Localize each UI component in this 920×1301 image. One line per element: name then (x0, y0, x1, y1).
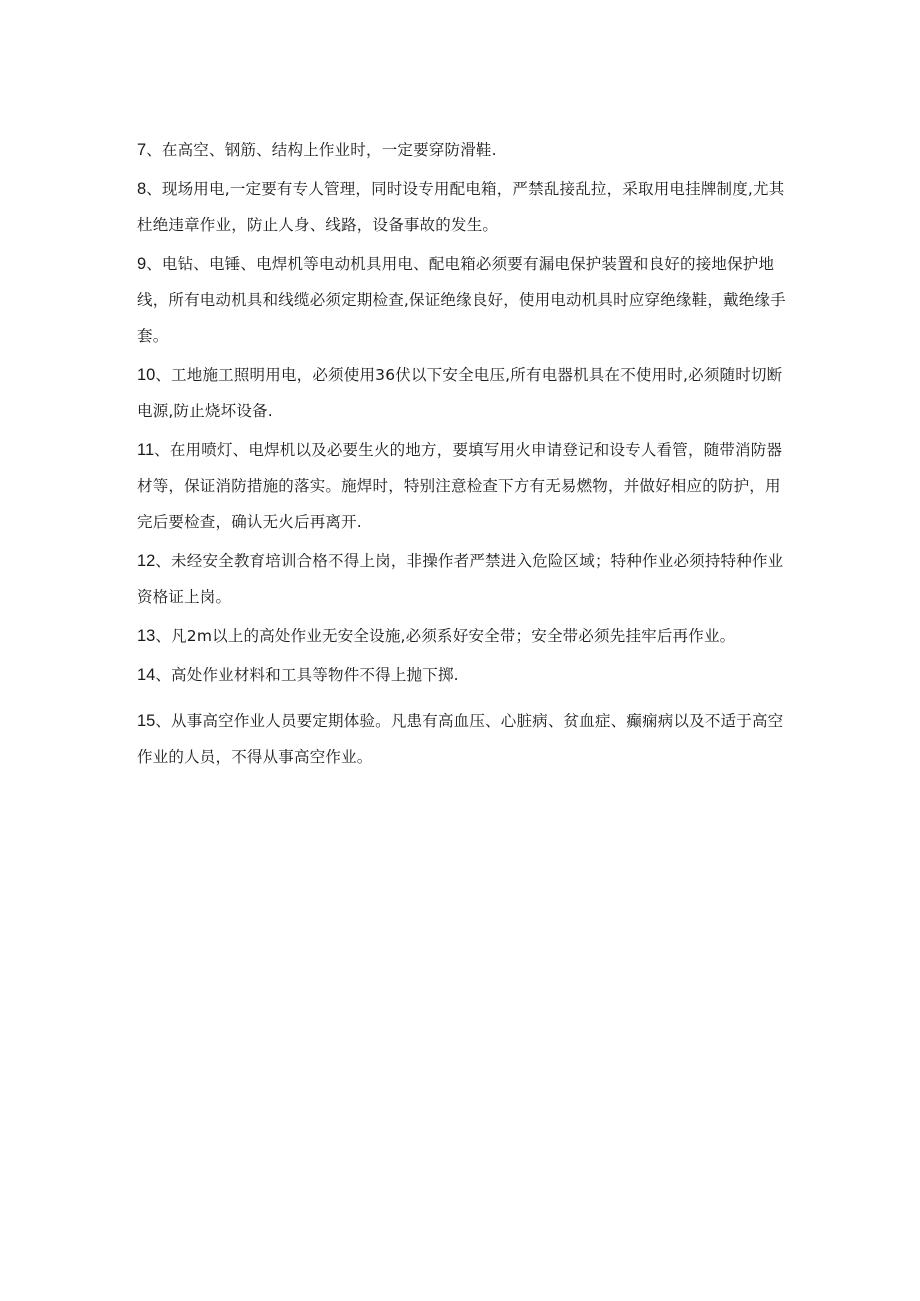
item-number: 11 (137, 441, 155, 459)
item-text: 、在用喷灯、电焊机以及必要生火的地方，要填写用火申请登记和设专人看管，随带消防器材等，保证消防措施的落实。施焊时，特别注意检查下方有无易燃物，并做好相应的防护，用完后要检查，确认无火后再离开. (137, 441, 783, 531)
item-text: 、电钻、电锤、电焊机等电动机具用电、配电箱必须要有漏电保护装置和良好的接地保护地线，所有电动机具和线缆必须定期检查,保证绝缘良好，使用电动机具时应穿绝缘鞋，戴绝缘手套。 (137, 255, 786, 345)
item-text: 、从事高空作业人员要定期体验。凡患有高血压、心脏病、贫血症、癫痫病以及不适于高空作业的人员，不得从事高空作业。 (137, 712, 784, 766)
list-item (137, 132, 787, 168)
safety-rules-list (137, 132, 787, 778)
list-item (137, 703, 787, 775)
list-item (137, 657, 787, 693)
item-number: 14 (137, 666, 156, 684)
list-item (137, 246, 787, 354)
item-number: 10 (137, 366, 156, 384)
item-text: 、现场用电,一定要有专人管理，同时设专用配电箱，严禁乱接乱拉，采取用电挂牌制度,尤其杜绝违章作业，防止人身、线路，设备事故的发生。 (137, 180, 785, 234)
item-text: 、高处作业材料和工具等物件不得上抛下掷. (155, 666, 459, 684)
list-item (137, 171, 787, 243)
list-item (137, 357, 787, 429)
item-number: 13 (137, 627, 156, 645)
list-item (137, 543, 787, 615)
item-number: 8 (137, 180, 147, 198)
item-number: 7 (137, 141, 147, 159)
item-text: 、未经安全教育培训合格不得上岗，非操作者严禁进入危险区域；特种作业必须持特种作业资格证上岗。 (137, 552, 784, 606)
list-item (137, 432, 787, 540)
list-item (137, 618, 787, 654)
item-number: 15 (137, 712, 156, 730)
item-text: 、工地施工照明用电，必须使用36伏以下安全电压,所有电器机具在不使用时,必须随时切断电源,防止烧坏设备. (137, 366, 783, 420)
item-text: 、凡2m以上的高处作业无安全设施,必须系好安全带；安全带必须先挂牢后再作业。 (155, 627, 736, 645)
item-number: 12 (137, 552, 156, 570)
item-text: 、在高空、钢筋、结构上作业时，一定要穿防滑鞋. (146, 141, 497, 159)
item-number: 9 (137, 255, 147, 273)
